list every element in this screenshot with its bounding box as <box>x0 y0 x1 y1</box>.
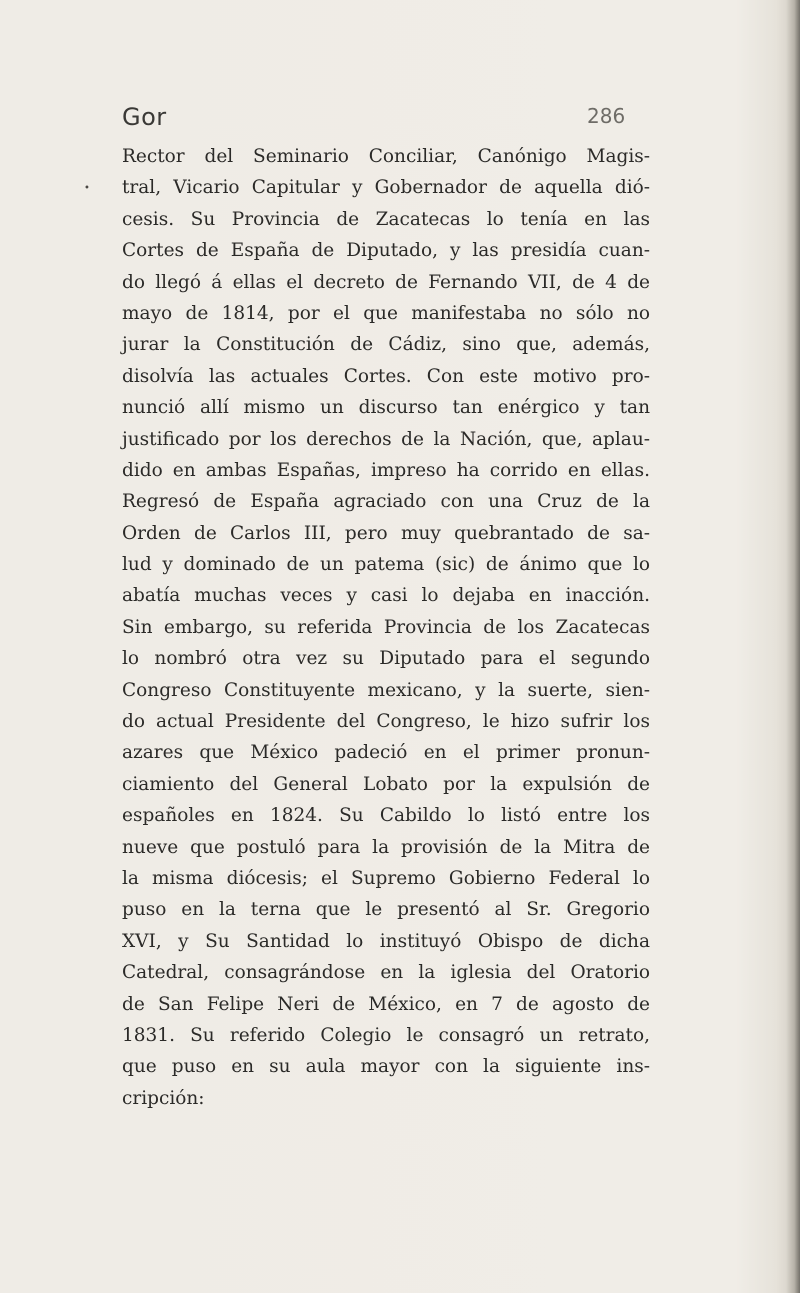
text-line: cesis. Su Provincia de Zacatecas lo tenía en las <box>122 208 650 230</box>
text-line: Sin embargo, su referida Provincia de los Zacatecas <box>122 616 650 638</box>
text-line: lud y dominado de un patema (sic) de ánimo que lo <box>122 554 650 576</box>
text-line: mayo de 1814, por el que manifestaba no sólo no <box>122 302 650 324</box>
text-line: Rector del Seminario Conciliar, Canónigo Magis- <box>122 146 650 167</box>
page-number: 286 <box>587 104 626 128</box>
text-line: disolvía las actuales Cortes. Con este motivo pro- <box>122 365 650 387</box>
text-line: que puso en su aula mayor con la siguiente ins- <box>122 1056 650 1078</box>
text-line: cripción: <box>122 1087 205 1109</box>
text-line: nunció allí mismo un discurso tan enérgico y tan <box>122 397 650 419</box>
text-line: do actual Presidente del Congreso, le hizo sufrir los <box>122 711 650 733</box>
text-line: la misma diócesis; el Supremo Gobierno Federal lo <box>122 867 650 889</box>
text-line: azares que México padeció en el primer pronun- <box>122 742 650 764</box>
text-line: de San Felipe Neri de México, en 7 de agosto de <box>122 993 650 1015</box>
text-line: nueve que postuló para la provisión de la Mitra de <box>122 836 650 858</box>
margin-mark: • <box>84 183 90 194</box>
text-line: tral, Vicario Capitular y Gobernador de aquella dió- <box>122 177 650 199</box>
text-line: do llegó á ellas el decreto de Fernando VII, de 4 de <box>122 271 650 293</box>
running-head <box>122 103 662 143</box>
text-line: Congreso Constituyente mexicano, y la suerte, sien- <box>122 679 650 701</box>
text-line: dido en ambas Españas, impreso ha corrido en ellas. <box>122 459 650 481</box>
text-line: Orden de Carlos III, pero muy quebrantado de sa- <box>122 522 650 544</box>
text-line: españoles en 1824. Su Cabildo lo listó entre los <box>122 805 650 827</box>
running-head-word: Gor <box>122 103 167 131</box>
text-line: lo nombró otra vez su Diputado para el segundo <box>122 648 650 670</box>
text-line: abatía muchas veces y casi lo dejaba en inacción. <box>122 585 650 607</box>
text-line: ciamiento del General Lobato por la expulsión de <box>122 773 650 795</box>
text-line: justificado por los derechos de la Nación, que, aplau- <box>122 428 650 450</box>
text-line: 1831. Su referido Colegio le consagró un retrato, <box>122 1024 650 1046</box>
text-line: XVI, y Su Santidad lo instituyó Obispo de dicha <box>122 930 650 952</box>
text-line: puso en la terna que le presentó al Sr. Gregorio <box>122 899 650 921</box>
text-line: jurar la Constitución de Cádiz, sino que, además, <box>122 334 650 356</box>
text-line: Catedral, consagrándose en la iglesia del Oratorio <box>122 962 650 984</box>
text-line: Cortes de España de Diputado, y las presidía cuan- <box>122 240 650 262</box>
body-paragraph <box>122 141 650 1114</box>
text-line: Regresó de España agraciado con una Cruz de la <box>122 491 650 513</box>
page-edge-shadow <box>786 0 800 1293</box>
